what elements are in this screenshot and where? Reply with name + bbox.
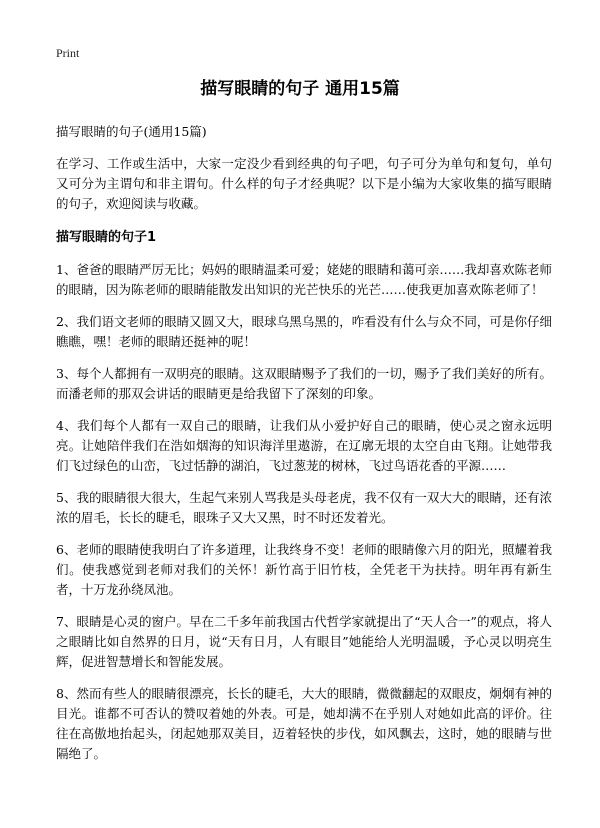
- paragraph-6: 6、老师的眼睛使我明白了许多道理，让我终身不变！老师的眼睛像六月的阳光，照耀着我们。使我感觉到老师对我们的关怀！新竹高于旧竹枝，全凭老干为扶持。明年再有新生者，十万龙孙绕凤池。: [56, 542, 552, 597]
- print-link[interactable]: Print: [56, 46, 80, 60]
- paragraph-3: 3、每个人都拥有一双明亮的眼睛。这双眼睛赐予了我们的一切，赐予了我们美好的所有。而潘老师的那双会讲话的眼睛更是给我留下了深刻的印象。: [56, 366, 552, 401]
- page-title: 描写眼睛的句子 通用15篇: [200, 79, 400, 99]
- intro-paragraph: 在学习、工作或生活中，大家一定没少看到经典的句子吧，句子可分为单句和复句，单句又可分为主谓句和非主谓句。什么样的句子才经典呢？以下是小编为大家收集的描写眼睛的句子，欢迎阅读与收藏。: [56, 156, 552, 211]
- paragraph-8: 8、然而有些人的眼睛很漂亮，长长的睫毛，大大的眼睛，微微翻起的双眼皮，炯炯有神的目光。谁都不可否认的赞叹着她的外表。可是，她却满不在乎别人对她如此高的评价。往往在高傲地抬起头，闭起她那双美目，迈着轻快的步伐，如风飘去，这时，她的眼睛与世隔绝了。: [56, 686, 552, 761]
- section-heading: 描写眼睛的句子1: [56, 230, 157, 245]
- paragraph-4: 4、我们每个人都有一双自己的眼睛，让我们从小爱护好自己的眼睛，使心灵之窗永远明亮。让她陪伴我们在浩如烟海的知识海洋里遨游，在辽廓无垠的太空自由飞翔。让她带我们飞过绿色的山峦，飞过恬静的湖泊，飞过葱茏的树林，飞过鸟语花香的平源……: [56, 418, 552, 473]
- paragraph-1: 1、爸爸的眼睛严厉无比；妈妈的眼睛温柔可爱；姥姥的眼睛和蔼可亲……我却喜欢陈老师的眼睛，因为陈老师的眼睛能散发出知识的光芒快乐的光芒……使我更加喜欢陈老师了！: [56, 262, 552, 297]
- paragraph-7: 7、眼睛是心灵的窗户。早在二千多年前我国古代哲学家就提出了“天人合一”的观点，将人之眼睛比如自然界的日月，说“天有日月，人有眼目”她能给人光明温暖，予心灵以明亮生辉，促进智慧增长和智能发展。: [56, 614, 552, 669]
- paragraph-5: 5、我的眼睛很大很大，生起气来别人骂我是头母老虎，我不仅有一双大大的眼睛，还有浓浓的眉毛，长长的睫毛，眼珠子又大又黑，时不时还发着光。: [56, 490, 552, 525]
- document-subtitle: 描写眼睛的句子(通用15篇): [56, 124, 207, 139]
- document-body: [56, 122, 552, 776]
- paragraph-2: 2、我们语文老师的眼睛又圆又大，眼球乌黑乌黑的，咋看没有什么与众不同，可是你仔细瞧瞧，嘿！老师的眼睛还挺神的呢！: [56, 314, 552, 349]
